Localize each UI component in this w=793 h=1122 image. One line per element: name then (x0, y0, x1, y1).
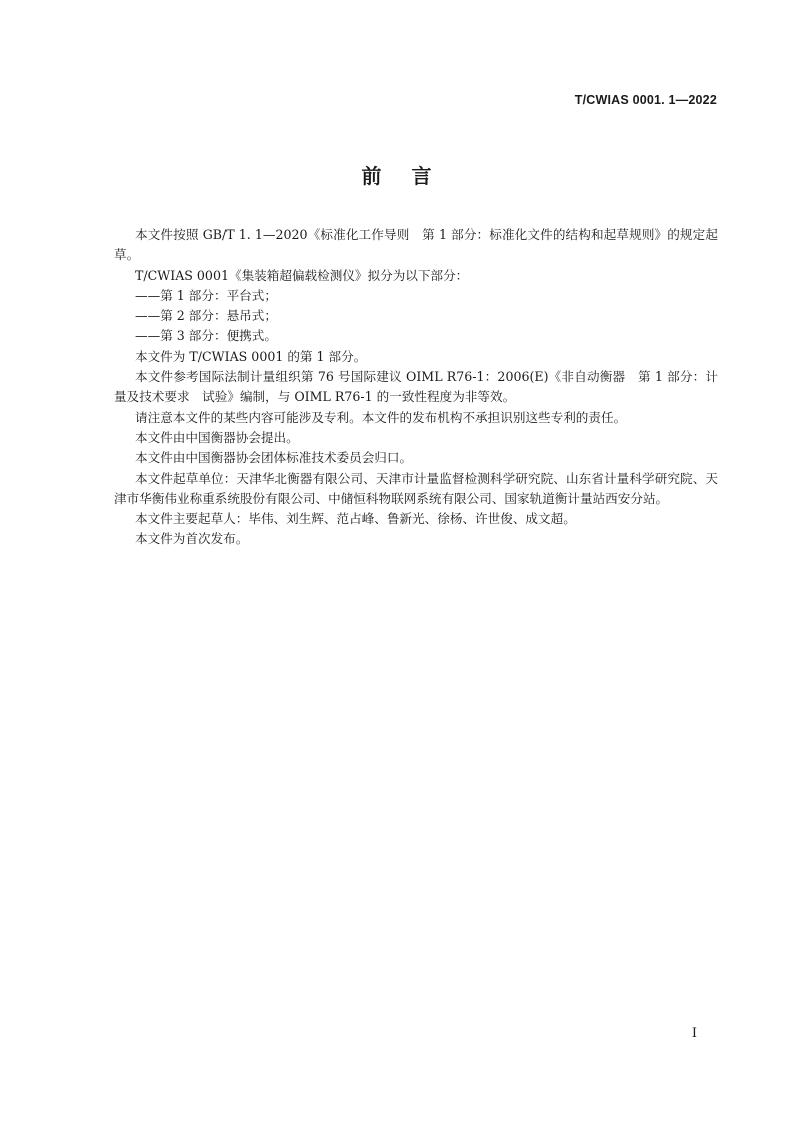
paragraph-drafters: 本文件主要起草人：毕伟、刘生辉、范占峰、鲁新光、徐杨、许世俊、成文超。 (135, 511, 576, 527)
paragraph-patent-notice: 请注意本文件的某些内容可能涉及专利。本文件的发布机构不承担识别这些专利的责任。 (135, 409, 627, 425)
document-code: T/CWIAS 0001. 1—2022 (574, 93, 717, 107)
paragraph-part-1: ——第 1 部分：平台式； (135, 287, 277, 303)
foreword-body (114, 225, 718, 550)
paragraph-first-release: 本文件为首次发布。 (135, 531, 249, 547)
paragraph-drafting-rules: 本文件按照 GB/T 1. 1—2020《标准化工作导则 第 1 部分：标准化文件的结构和起草规则》的规定起草。 (114, 227, 718, 263)
page-number: I (691, 1026, 697, 1041)
paragraph-parts-intro: T/CWIAS 0001《集装箱超偏载检测仪》拟分为以下部分： (135, 267, 469, 283)
paragraph-this-part: 本文件为 T/CWIAS 0001 的第 1 部分。 (135, 348, 367, 364)
paragraph-oiml-reference: 本文件参考国际法制计量组织第 76 号国际建议 OIML R76-1：2006(E)《非自动衡器 第 1 部分：计量及技术要求 试验》编制，与 OIML R76-1 的一致性程度为非等效。 (114, 369, 718, 405)
paragraph-part-2: ——第 2 部分：悬吊式； (135, 308, 277, 324)
paragraph-proposed-by: 本文件由中国衡器协会提出。 (135, 429, 299, 445)
paragraph-part-3: ——第 3 部分：便携式。 (135, 328, 277, 344)
page-title: 前言 (361, 164, 462, 188)
paragraph-drafting-units: 本文件起草单位：天津华北衡器有限公司、天津市计量监督检测科学研究院、山东省计量科学研究院、天津市华衡伟业称重系统股份有限公司、中储恒科物联网系统有限公司、国家轨道衡计量站西安分站。 (114, 470, 718, 506)
paragraph-under-jurisdiction: 本文件由中国衡器协会团体标准技术委员会归口。 (135, 450, 413, 466)
